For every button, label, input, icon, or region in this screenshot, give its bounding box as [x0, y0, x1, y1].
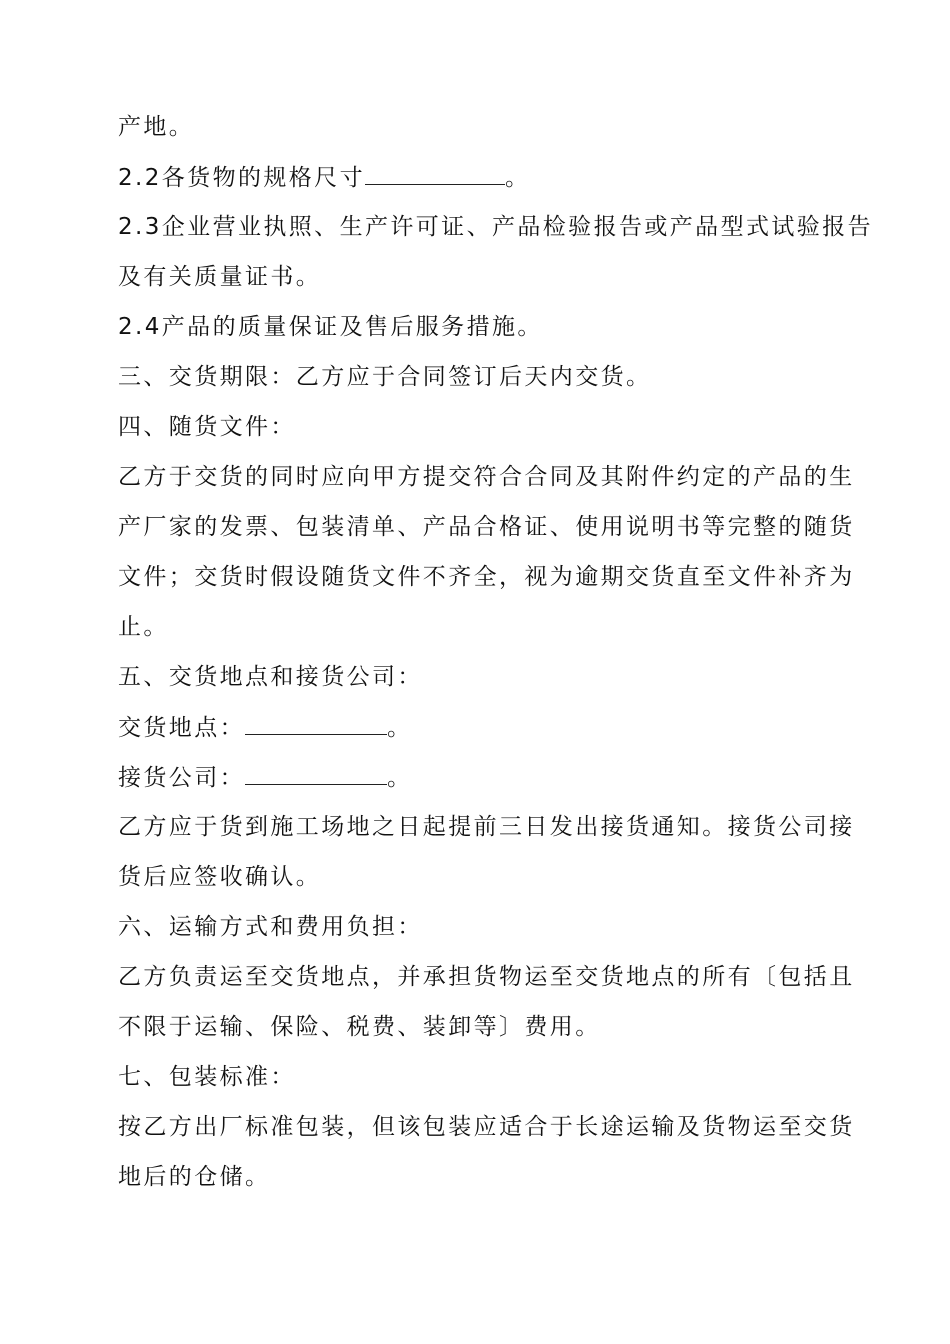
- delivery-place-line: [118, 712, 838, 742]
- text-line: 乙方负责运至交货地点，并承担货物运至交货地点的所有〔包括且: [118, 964, 855, 990]
- text-line: 产地。: [118, 114, 195, 140]
- text-line: 及有关质量证书。: [118, 264, 322, 290]
- delivery-place-blank: [245, 712, 387, 735]
- section-heading: 七、包装标准：: [118, 1064, 296, 1090]
- spec-size-label: 2.2各货物的规格尺寸: [118, 165, 365, 191]
- spec-size-line: [118, 162, 838, 192]
- section-heading: 六、运输方式和费用负担：: [118, 914, 423, 940]
- text-line: 产厂家的发票、包装清单、产品合格证、使用说明书等完整的随货: [118, 514, 855, 540]
- section-heading: 五、交货地点和接货公司：: [118, 664, 423, 690]
- section-heading: 三、交货期限：乙方应于合同签订后天内交货。: [118, 364, 652, 390]
- text-line: 地后的仓储。: [118, 1164, 271, 1190]
- text-line: 按乙方出厂标准包装，但该包装应适合于长途运输及货物运至交货: [118, 1114, 855, 1140]
- text-line: 2.3企业营业执照、生产许可证、产品检验报告或产品型式试验报告: [118, 214, 873, 240]
- receiving-company-label: 接货公司：: [118, 765, 245, 791]
- text-line: 止。: [118, 614, 169, 640]
- receiving-company-line: [118, 762, 838, 792]
- text-line: 货后应签收确认。: [118, 864, 322, 890]
- period: 。: [504, 165, 531, 191]
- period: 。: [387, 715, 413, 741]
- section-heading: 四、随货文件：: [118, 414, 296, 440]
- text-line: 文件；交货时假设随货文件不齐全，视为逾期交货直至文件补齐为: [118, 564, 855, 590]
- text-line: 乙方于交货的同时应向甲方提交符合合同及其附件约定的产品的生: [118, 464, 855, 490]
- delivery-place-label: 交货地点：: [118, 715, 245, 741]
- text-line: 不限于运输、保险、税费、装卸等〕费用。: [118, 1014, 601, 1040]
- text-line: 乙方应于货到施工场地之日起提前三日发出接货通知。接货公司接: [118, 814, 855, 840]
- period: 。: [387, 765, 413, 791]
- text-line: 2.4产品的质量保证及售后服务措施。: [118, 314, 543, 340]
- receiving-company-blank: [245, 762, 387, 785]
- spec-size-blank: [365, 162, 505, 185]
